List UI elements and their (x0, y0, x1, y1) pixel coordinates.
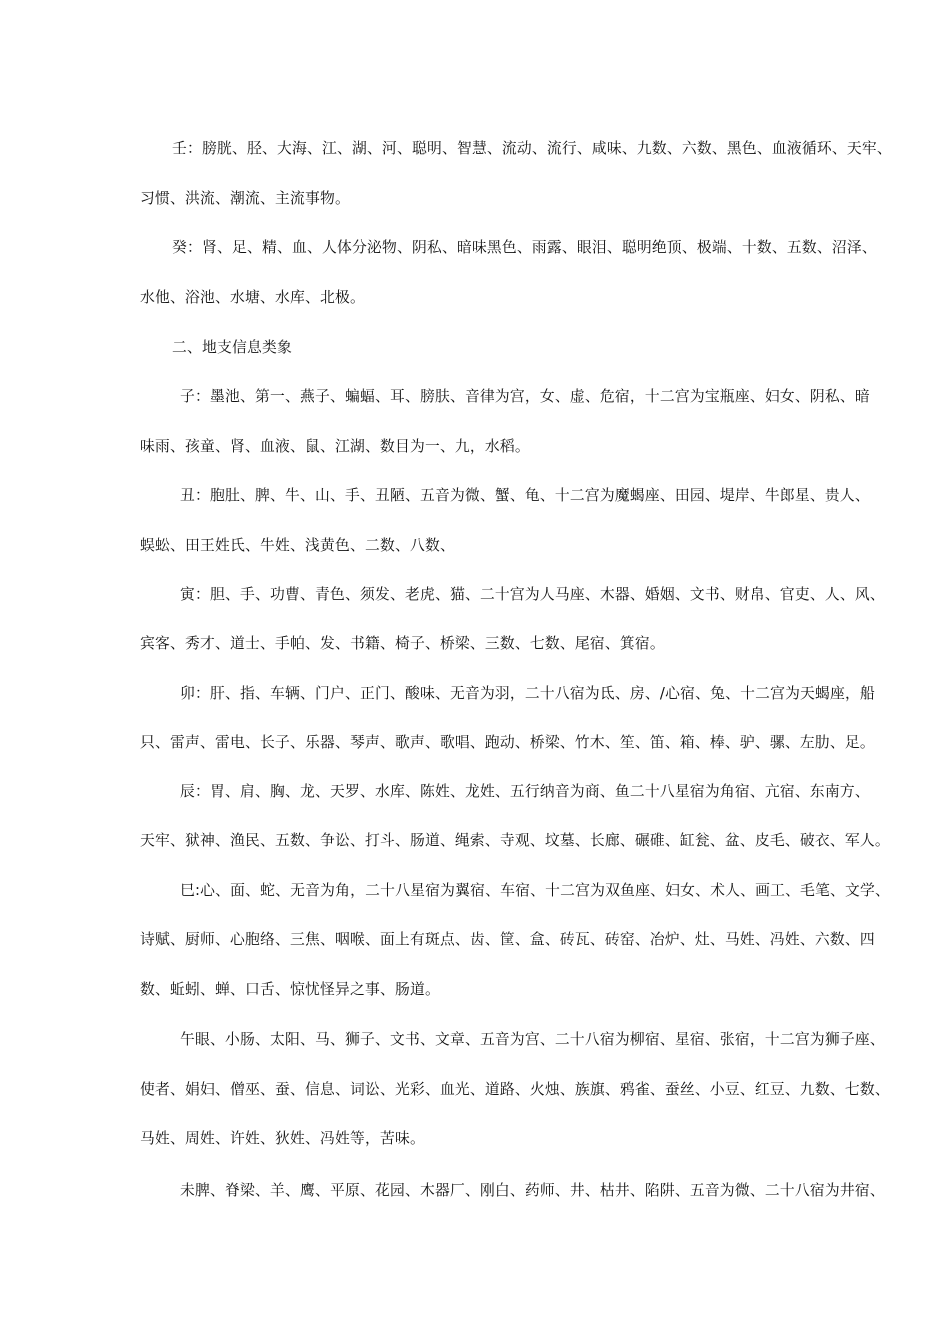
text-line: 使者、娟妇、僧巫、蚕、信息、词讼、光彩、血光、道路、火烛、族旗、鸦雀、蚕丝、小豆、红豆、九数、七数、 (140, 1081, 890, 1098)
text-line: 丑：胞肚、脾、牛、山、手、丑陋、五音为微、蟹、龟、十二宫为魔蝎座、田园、堤岸、牛郎星、贵人、 (180, 487, 870, 504)
text-line: 诗赋、厨师、心胞络、三焦、咽喉、面上有斑点、齿、筐、盒、砖瓦、砖窑、冶炉、灶、马姓、冯姓、六数、四 (140, 931, 875, 948)
text-line: 午眼、小肠、太阳、马、狮子、文书、文章、五音为宫、二十八宿为柳宿、星宿、张宿，十二宫为狮子座、 (180, 1031, 885, 1048)
text-line: 蜈蚣、田王姓氏、牛姓、浅黄色、二数、八数、 (140, 537, 455, 554)
text-line: 水他、浴池、水塘、水库、北极。 (140, 289, 365, 306)
text-line: 子：墨池、第一、燕子、蝙蝠、耳、膀肤、音律为宫，女、虚、危宿，十二宫为宝瓶座、妇女、阴私、暗 (180, 388, 870, 405)
text-line: 宾客、秀才、道士、手帕、发、书籍、椅子、桥梁、三数、七数、尾宿、箕宿。 (140, 635, 665, 652)
text-line: 巳:心、面、蛇、无音为角，二十八星宿为翼宿、车宿、十二宫为双鱼座、妇女、术人、画工、毛笔、文学、 (180, 882, 891, 899)
text-line: 寅：胆、手、功曹、青色、须发、老虎、猫、二十宫为人马座、木器、婚姻、文书、财帛、官吏、人、风、 (180, 586, 885, 603)
text-line: 数、蚯蚓、蝉、口舌、惊忧怪异之事、肠道。 (140, 981, 440, 998)
text-line: 癸：肾、足、精、血、人体分泌物、阴私、暗味黑色、雨露、眼泪、聪明绝顶、极端、十数、五数、沼泽、 (172, 239, 877, 256)
text-line: 天牢、狱神、渔民、五数、争讼、打斗、肠道、绳索、寺观、坟墓、长廊、碾碓、缸瓮、盆、皮毛、破衣、军人。 (140, 832, 890, 849)
text-line: 马姓、周姓、许姓、狄姓、冯姓等，苦味。 (140, 1130, 425, 1147)
text-line: 壬：膀胱、胫、大海、江、湖、河、聪明、智慧、流动、流行、咸味、九数、六数、黑色、血液循环、天牢、 (172, 140, 892, 157)
text-line: 辰：胃、肩、胸、龙、天罗、水库、陈姓、龙姓、五行纳音为商、鱼二十八星宿为角宿、亢宿、东南方、 (180, 783, 870, 800)
text-line: 味雨、孩童、肾、血液、鼠、江湖、数目为一、九，水稻。 (140, 438, 530, 455)
text-line: 未脾、脊梁、羊、鹰、平原、花园、木器厂、刚白、药师、井、枯井、陷阱、五音为微、二十八宿为井宿、 (180, 1182, 885, 1199)
section-heading: 二、地支信息类象 (172, 339, 292, 356)
text-line: 卯：肝、指、车辆、门户、正门、酸味、无音为羽，二十八宿为氐、房、/心宿、兔、十二宫为天蝎座，船 (180, 685, 876, 702)
text-line: 习惯、洪流、潮流、主流事物。 (140, 190, 350, 207)
text-line: 只、雷声、雷电、长子、乐器、琴声、歌声、歌唱、跑动、桥梁、竹木、笙、笛、箱、棒、驴、骡、左肋、足。 (140, 734, 875, 751)
